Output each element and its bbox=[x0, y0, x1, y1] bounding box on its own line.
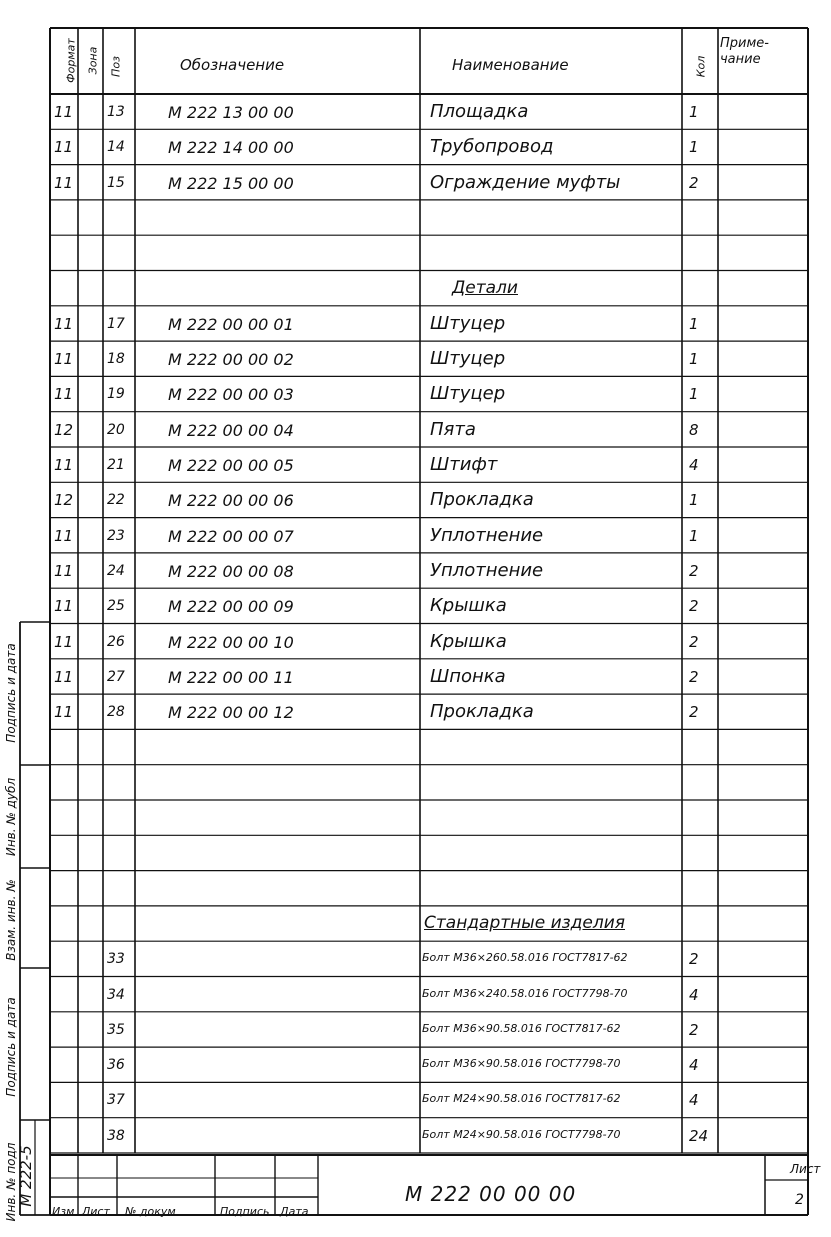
side-vzam-inv: Взам. инв. № bbox=[4, 879, 18, 961]
cell-quantity: 2 bbox=[689, 1020, 699, 1039]
cell-designation: М 222 00 00 04 bbox=[168, 420, 294, 440]
cell-quantity: 1 bbox=[689, 350, 699, 369]
cell-position: 22 bbox=[107, 492, 125, 509]
cell-position: 35 bbox=[107, 1021, 125, 1038]
cell-position: 18 bbox=[107, 351, 125, 368]
tb-sheet-number: 2 bbox=[795, 1192, 804, 1208]
cell-format: 12 bbox=[54, 491, 74, 510]
cell-position: 21 bbox=[107, 457, 125, 473]
cell-designation: М 222 00 00 01 bbox=[168, 314, 294, 334]
cell-name: Площадка bbox=[430, 101, 529, 122]
cell-quantity: 1 bbox=[689, 385, 699, 404]
cell-position: 28 bbox=[107, 704, 125, 721]
tb-list: Лист bbox=[82, 1205, 110, 1218]
cell-position: 37 bbox=[107, 1092, 125, 1109]
cell-quantity: 4 bbox=[689, 456, 699, 474]
header-format: Формат bbox=[64, 38, 78, 83]
cell-position: 33 bbox=[107, 951, 125, 968]
tb-signature: Подпись bbox=[220, 1205, 270, 1218]
cell-designation: М 222 00 00 03 bbox=[168, 385, 294, 405]
cell-name: Ограждение муфты bbox=[430, 171, 621, 193]
cell-format: 11 bbox=[54, 597, 74, 616]
cell-name: Трубопровод bbox=[430, 136, 554, 158]
side-sign-date-1: Подпись и дата bbox=[4, 643, 18, 743]
tb-sheet-label: Лист bbox=[790, 1162, 821, 1176]
cell-name: Прокладка bbox=[430, 489, 534, 511]
cell-position: 17 bbox=[107, 315, 125, 332]
header-designation: Обозначение bbox=[180, 56, 285, 74]
cell-quantity: 1 bbox=[689, 103, 699, 121]
cell-quantity: 2 bbox=[689, 667, 699, 686]
cell-quantity: 4 bbox=[689, 1056, 699, 1075]
cell-format: 11 bbox=[54, 138, 74, 157]
cell-name: Прокладка bbox=[430, 701, 534, 723]
cell-format: 11 bbox=[54, 667, 74, 686]
cell-name: Болт М24×90.58.016 ГОСТ7817-62 bbox=[422, 1092, 621, 1106]
cell-position: 38 bbox=[107, 1127, 125, 1144]
cell-quantity: 2 bbox=[689, 703, 699, 722]
cell-quantity: 1 bbox=[689, 138, 699, 157]
side-inv-dubl: Инв. № дубл bbox=[4, 777, 18, 857]
cell-format: 11 bbox=[54, 561, 74, 580]
cell-name: Пята bbox=[430, 418, 476, 440]
cell-quantity: 1 bbox=[689, 526, 699, 545]
header-qty: Кол bbox=[694, 55, 708, 78]
side-inv-podl: Инв. № подл bbox=[4, 1142, 18, 1222]
cell-quantity: 2 bbox=[689, 632, 699, 651]
cell-designation: М 222 00 00 10 bbox=[168, 632, 294, 652]
tb-document-number: М 222 00 00 00 bbox=[405, 1182, 577, 1206]
cell-name: Штуцер bbox=[430, 383, 506, 405]
cell-name: Штуцер bbox=[430, 348, 506, 370]
cell-name: Штифт bbox=[430, 454, 498, 475]
cell-designation: М 222 00 00 07 bbox=[168, 526, 294, 546]
section-heading: Детали bbox=[452, 277, 518, 298]
cell-name: Крышка bbox=[430, 595, 507, 617]
cell-quantity: 4 bbox=[689, 1091, 699, 1110]
cell-designation: М 222 00 00 06 bbox=[168, 491, 294, 511]
cell-name: Болт М36×240.58.016 ГОСТ7798-70 bbox=[422, 986, 628, 1000]
cell-quantity: 1 bbox=[689, 314, 699, 333]
cell-name: Болт М36×90.58.016 ГОСТ7817-62 bbox=[422, 1021, 621, 1035]
cell-position: 15 bbox=[107, 174, 125, 191]
cell-position: 19 bbox=[107, 386, 125, 403]
cell-designation: М 222 00 00 02 bbox=[168, 350, 294, 370]
cell-designation: М 222 00 00 05 bbox=[168, 456, 294, 475]
header-note: Приме- чание bbox=[720, 36, 769, 68]
header-name: Наименование bbox=[452, 56, 569, 74]
cell-name: Шпонка bbox=[430, 665, 506, 687]
cell-position: 27 bbox=[107, 668, 125, 685]
cell-designation: М 222 00 00 09 bbox=[168, 597, 294, 617]
cell-position: 24 bbox=[107, 562, 125, 579]
cell-name: Уплотнение bbox=[430, 559, 544, 581]
cell-designation: М 222 00 00 12 bbox=[168, 703, 294, 723]
cell-position: 36 bbox=[107, 1057, 125, 1074]
cell-format: 11 bbox=[54, 103, 74, 121]
cell-format: 11 bbox=[54, 385, 74, 404]
cell-format: 11 bbox=[54, 350, 74, 369]
cell-quantity: 1 bbox=[689, 491, 699, 510]
cell-format: 11 bbox=[54, 526, 74, 545]
header-pos: Поз bbox=[109, 56, 123, 77]
cell-quantity: 4 bbox=[689, 985, 699, 1004]
tb-izm: Изм bbox=[52, 1205, 75, 1218]
cell-quantity: 2 bbox=[689, 173, 699, 192]
cell-position: 20 bbox=[107, 421, 125, 438]
cell-position: 26 bbox=[107, 633, 125, 650]
cell-quantity: 2 bbox=[689, 597, 699, 616]
cell-position: 14 bbox=[107, 139, 125, 156]
cell-position: 25 bbox=[107, 598, 125, 615]
cell-quantity: 8 bbox=[689, 420, 699, 439]
cell-format: 11 bbox=[54, 632, 74, 651]
cell-format: 11 bbox=[54, 173, 74, 192]
tb-doc-no: № докум bbox=[125, 1205, 176, 1218]
cell-format: 11 bbox=[54, 314, 74, 333]
side-inv-value: М 222-5 bbox=[17, 1145, 35, 1207]
cell-name: Болт М36×260.58.016 ГОСТ7817-62 bbox=[422, 951, 628, 965]
cell-format: 11 bbox=[54, 703, 74, 722]
header-zone: Зона bbox=[86, 46, 100, 75]
cell-name: Уплотнение bbox=[430, 524, 544, 546]
cell-quantity: 24 bbox=[689, 1126, 709, 1145]
cell-format: 11 bbox=[54, 456, 74, 474]
cell-position: 13 bbox=[107, 104, 125, 120]
cell-designation: М 222 14 00 00 bbox=[168, 138, 294, 158]
cell-format: 12 bbox=[54, 420, 74, 439]
cell-position: 23 bbox=[107, 527, 125, 544]
cell-designation: М 222 00 00 08 bbox=[168, 561, 294, 581]
side-sign-date-2: Подпись и дата bbox=[4, 997, 18, 1097]
cell-designation: М 222 13 00 00 bbox=[168, 103, 294, 122]
cell-position: 34 bbox=[107, 986, 125, 1003]
cell-quantity: 2 bbox=[689, 561, 699, 580]
cell-name: Штуцер bbox=[430, 312, 506, 334]
cell-name: Болт М24×90.58.016 ГОСТ7798-70 bbox=[422, 1127, 621, 1141]
section-heading: Стандартные изделия bbox=[424, 912, 626, 933]
tb-date: Дата bbox=[280, 1205, 309, 1218]
cell-name: Болт М36×90.58.016 ГОСТ7798-70 bbox=[422, 1057, 621, 1071]
cell-designation: М 222 00 00 11 bbox=[168, 667, 294, 687]
cell-quantity: 2 bbox=[689, 950, 699, 969]
cell-name: Крышка bbox=[430, 630, 507, 652]
cell-designation: М 222 15 00 00 bbox=[168, 173, 294, 193]
